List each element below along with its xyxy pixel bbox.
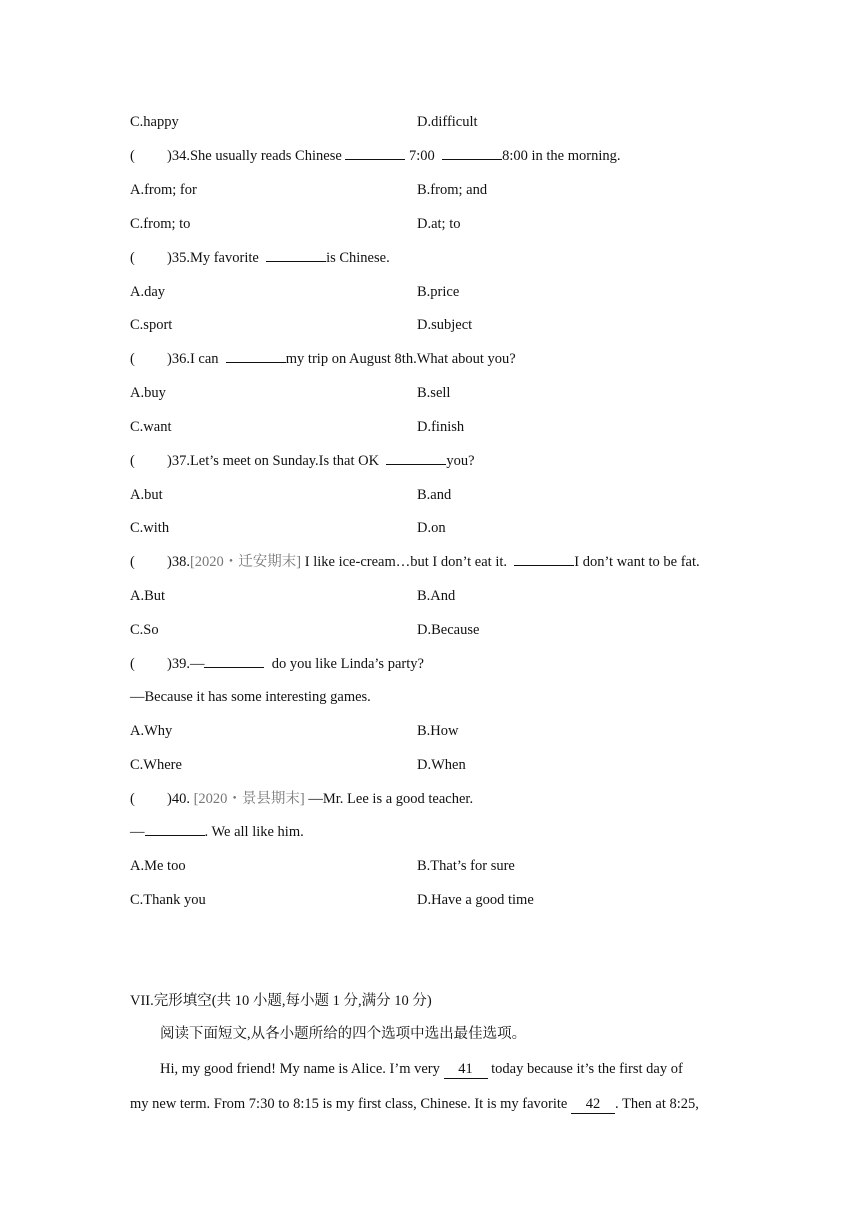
source-tag: [2020・迁安期末]	[189, 554, 302, 570]
q40-stem	[130, 790, 473, 808]
q35-option-d: D.subject	[417, 317, 473, 333]
answer-blank	[386, 452, 446, 465]
passage-line-1	[160, 1060, 683, 1079]
q36-option-d: D.finish	[417, 419, 465, 435]
q40-line2-end: . We all like him.	[204, 824, 304, 840]
q36-stem	[130, 350, 516, 368]
q39-dialog-line: —Because it has some interesting games.	[130, 689, 371, 705]
q34-end: 8:00 in the morning.	[502, 148, 621, 164]
q35-option-b: B.price	[417, 284, 460, 300]
answer-blank	[442, 147, 502, 160]
q39-end: do you like Linda’s party?	[268, 656, 424, 672]
q40-dialog-line	[130, 823, 304, 841]
q38-sentence: I like ice-cream…but I don’t eat it.	[301, 554, 511, 570]
q36-option-b: B.sell	[417, 385, 451, 401]
q35-end: is Chinese.	[326, 250, 390, 266]
q38-option-d: D.Because	[417, 622, 480, 638]
source-tag: [2020・景县期末]	[193, 791, 305, 807]
passage-text: . Then at 8:25,	[615, 1096, 699, 1112]
q39-stem	[130, 655, 424, 673]
q34-option-c: C.from; to	[130, 216, 191, 232]
q35-option-a: A.day	[130, 284, 166, 300]
q35-option-c: C.sport	[130, 317, 173, 333]
q34-option-a: A.from; for	[130, 182, 197, 198]
q34-text: )34.She usually reads Chinese	[167, 148, 346, 164]
blank-42: 42	[571, 1095, 615, 1114]
section-instruction: 阅读下面短文,从各小题所给的四个选项中选出最佳选项。	[160, 1026, 527, 1042]
q40-dash: —	[130, 824, 145, 840]
q38-option-c: C.So	[130, 622, 159, 638]
answer-blank	[514, 553, 574, 566]
q39-option-a: A.Why	[130, 723, 173, 739]
q38-option-a: A.But	[130, 588, 166, 604]
q38-end: I don’t want to be fat.	[574, 554, 700, 570]
q40-text: )40.	[167, 791, 194, 807]
q34-option-d: D.at; to	[417, 216, 461, 232]
q37-stem	[130, 452, 475, 470]
q37-option-c: C.with	[130, 520, 170, 536]
answer-paren: (	[130, 250, 135, 266]
answer-paren: (	[130, 554, 135, 570]
q37-text: )37.Let’s meet on Sunday.Is that OK	[167, 453, 383, 469]
q34-stem	[130, 147, 620, 165]
q37-end: you?	[446, 453, 475, 469]
q36-option-c: C.want	[130, 419, 172, 435]
q38-text: )38.	[167, 554, 190, 570]
q40-sentence: —Mr. Lee is a good teacher.	[304, 791, 474, 807]
q35-text: )35.My favorite	[167, 250, 263, 266]
q40-option-c: C.Thank you	[130, 892, 206, 908]
passage-line-2	[130, 1095, 699, 1114]
answer-paren: (	[130, 148, 135, 164]
q35-stem	[130, 249, 390, 267]
answer-blank	[204, 655, 264, 668]
q36-end: my trip on August 8th.What about you?	[285, 351, 516, 367]
answer-paren: (	[130, 656, 135, 672]
answer-blank	[345, 147, 405, 160]
q39-option-d: D.When	[417, 757, 466, 773]
answer-paren: (	[130, 453, 135, 469]
q36-text: )36.I can	[167, 351, 223, 367]
q34-option-b: B.from; and	[417, 182, 488, 198]
q40-option-a: A.Me too	[130, 858, 186, 874]
section-title: VII.完形填空(共 10 小题,每小题 1 分,满分 10 分)	[130, 993, 432, 1009]
q37-option-a: A.but	[130, 487, 163, 503]
q37-option-b: B.and	[417, 487, 452, 503]
q39-option-c: C.Where	[130, 757, 182, 773]
blank-41: 41	[444, 1060, 488, 1079]
q37-option-d: D.on	[417, 520, 446, 536]
q33-option-c: C.happy	[130, 114, 179, 130]
q38-option-b: B.And	[417, 588, 456, 604]
q39-option-b: B.How	[417, 723, 459, 739]
q39-text: )39.—	[167, 656, 205, 672]
q36-option-a: A.buy	[130, 385, 166, 401]
q40-option-b: B.That’s for sure	[417, 858, 515, 874]
answer-paren: (	[130, 351, 135, 367]
q40-option-d: D.Have a good time	[417, 892, 534, 908]
q33-option-d: D.difficult	[417, 114, 478, 130]
answer-blank	[266, 249, 326, 262]
q34-mid: 7:00	[409, 148, 439, 164]
answer-blank	[145, 823, 205, 836]
passage-text: today because it’s the first day of	[487, 1061, 683, 1077]
q38-stem	[130, 553, 700, 571]
answer-paren: (	[130, 791, 135, 807]
passage-text: my new term. From 7:30 to 8:15 is my first class, Chinese. It is my favorite	[130, 1096, 571, 1112]
passage-text: Hi, my good friend! My name is Alice. I’m very	[160, 1061, 444, 1077]
answer-blank	[226, 350, 286, 363]
